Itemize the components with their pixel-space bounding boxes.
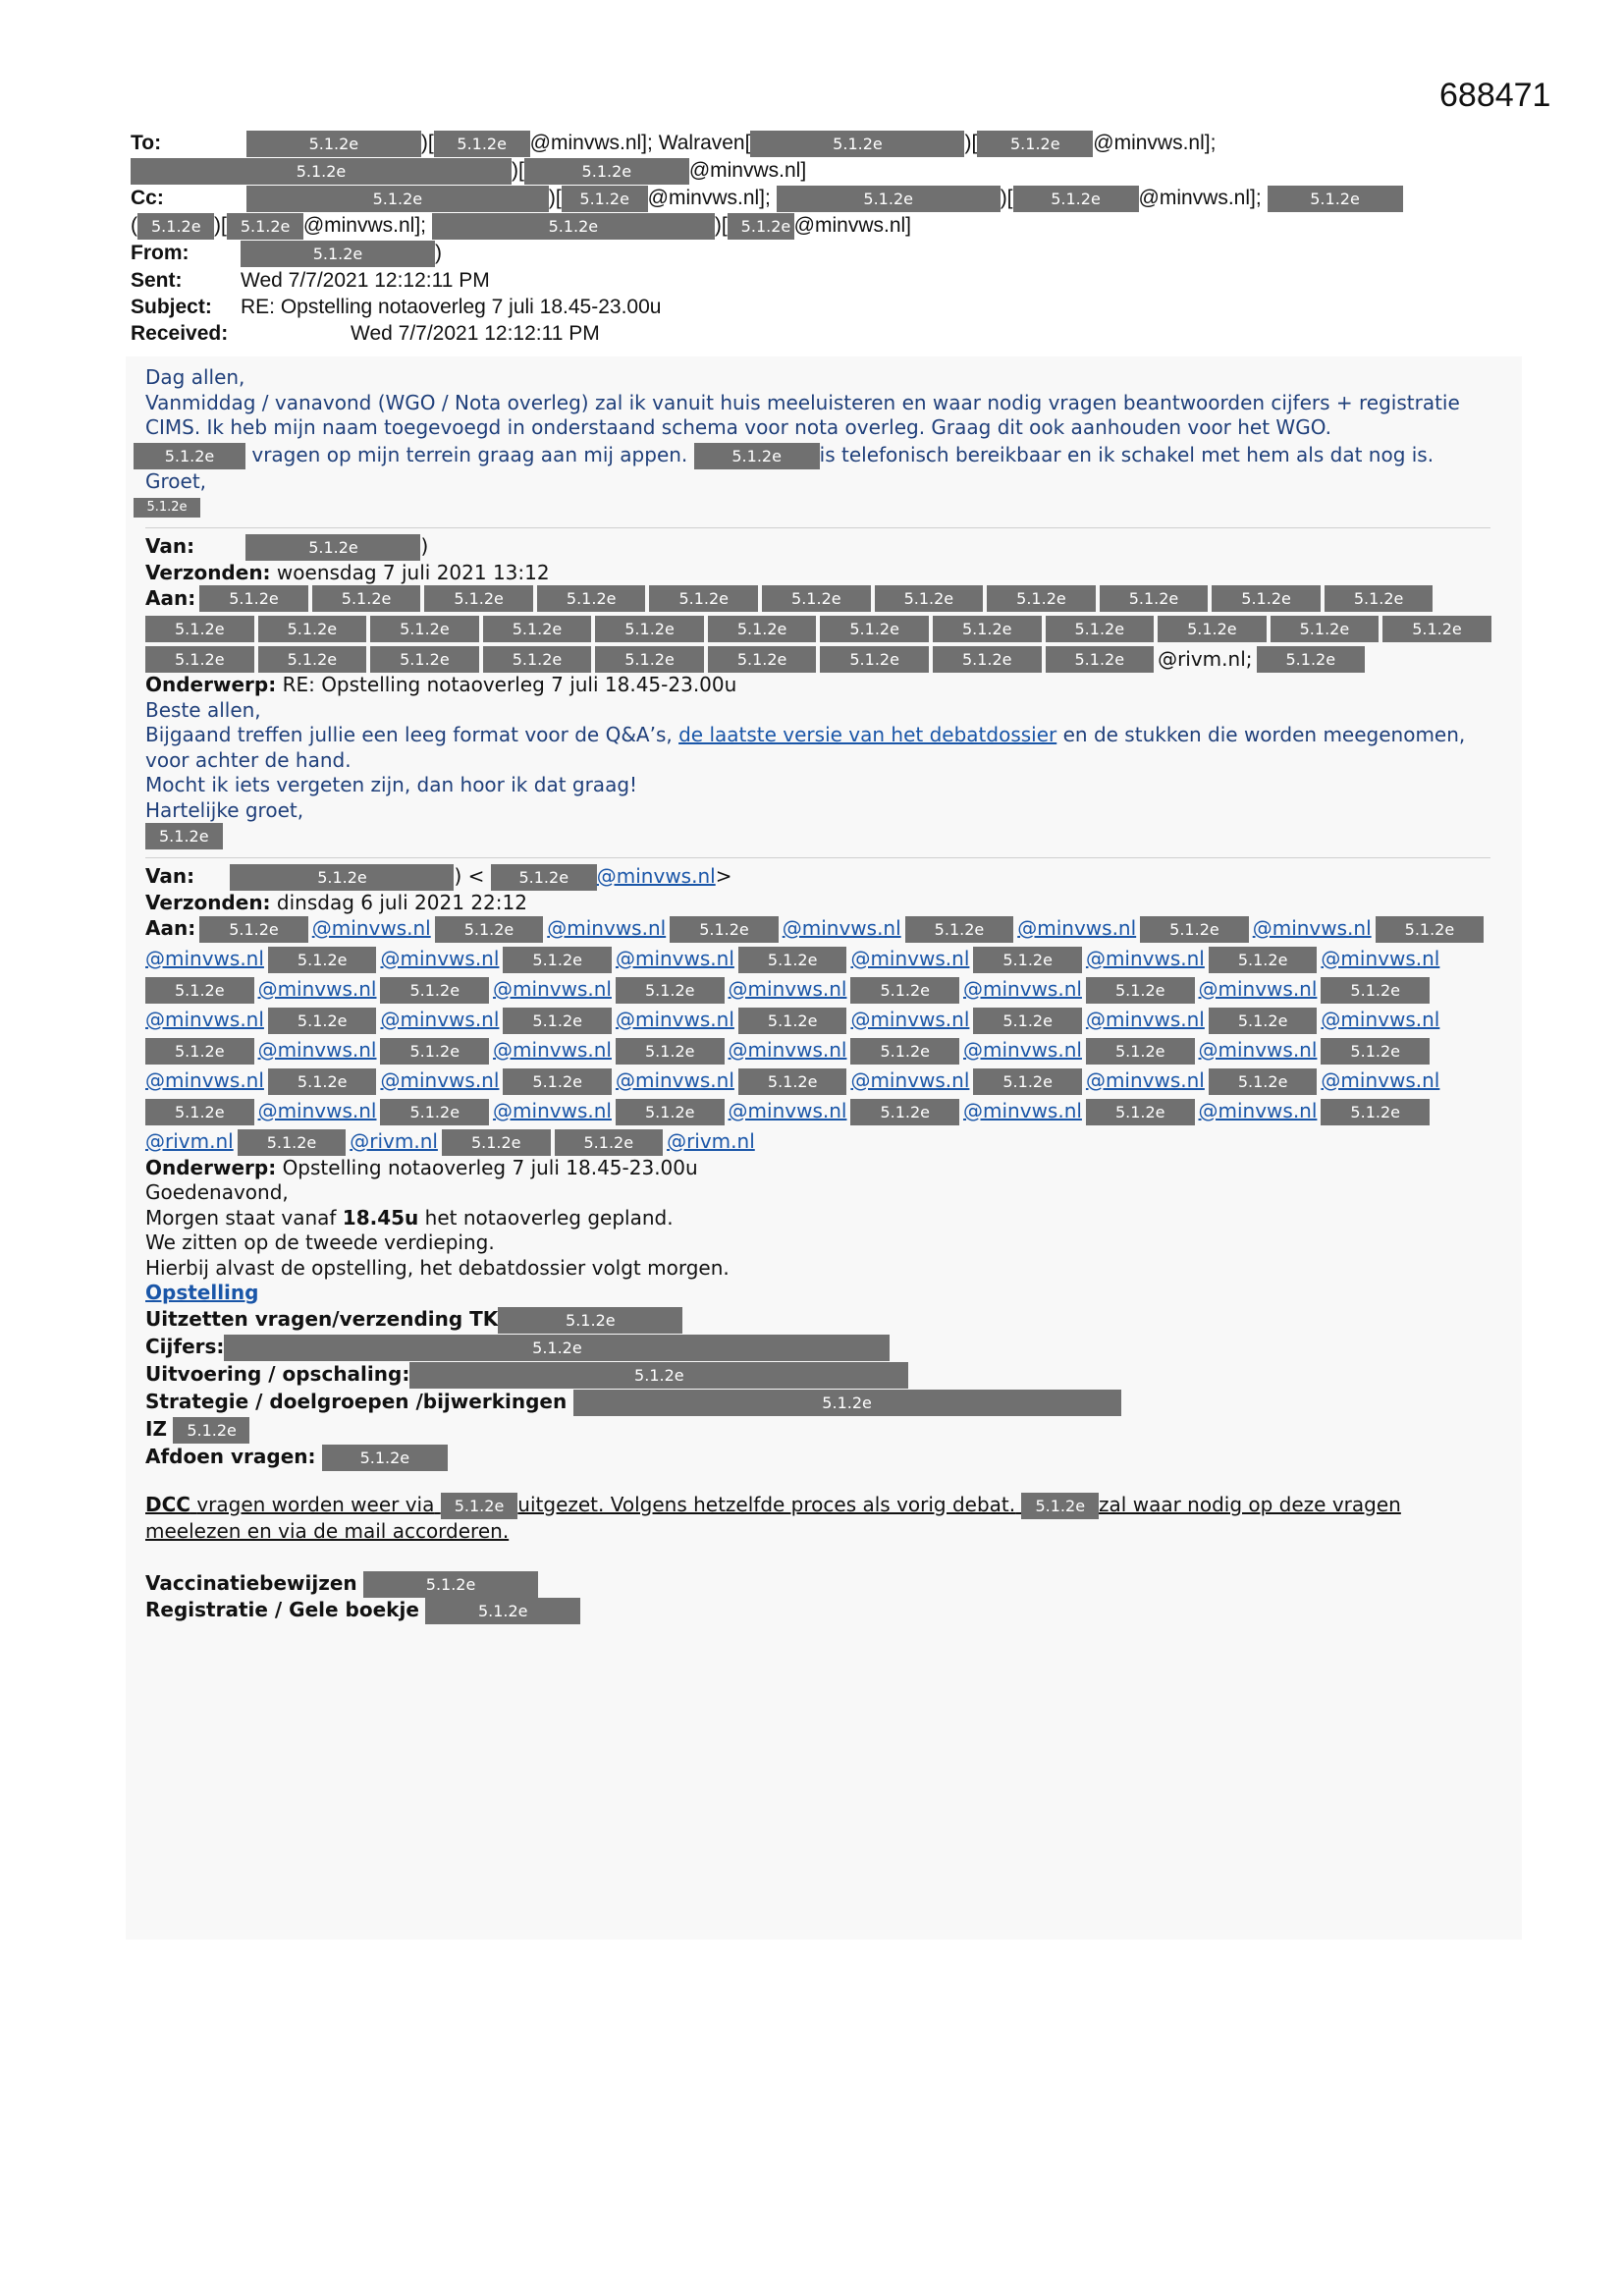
redaction: 5.1.2e — [145, 823, 223, 849]
email-link[interactable]: @minvws.nl — [1321, 1068, 1440, 1093]
email-domain: @minvws.nl]; — [1138, 186, 1262, 209]
redaction: 5.1.2e — [708, 616, 817, 642]
role-row — [145, 1306, 1500, 1334]
paragraph: Vanmiddag / vanavond (WGO / Nota overleg) zal ik vanuit huis meeluisteren en waar nodig vragen beantwoorden cijfers + registratie CIMS. Ik heb mijn naam toegevoegd in onderstaand schema voor nota overleg. Graag dit ook aanhouden voor het WGO. — [145, 390, 1460, 439]
redaction: 5.1.2e — [409, 1362, 908, 1389]
redaction: 5.1.2e — [230, 864, 454, 891]
redaction: 5.1.2e — [503, 1068, 612, 1095]
received-label: Received: — [131, 321, 229, 345]
redaction: 5.1.2e — [137, 213, 214, 240]
text: zal waar nodig op deze vragen meelezen en via de mail accorderen. — [145, 1492, 1401, 1543]
redaction: 5.1.2e — [875, 585, 984, 612]
email-link[interactable]: @minvws.nl — [493, 977, 612, 1002]
text: vragen op mijn terrein graag aan mij appen. — [251, 442, 688, 466]
redaction: 5.1.2e — [370, 616, 479, 642]
redaction: 5.1.2e — [1021, 1493, 1099, 1519]
to-line: To: 5.1.2e )[ 5.1.2e @minvws.nl]; Walraven[ 5.1.2e )[ 5.1.2e @minvws.nl]; — [131, 130, 1486, 157]
email-link[interactable]: @minvws.nl — [1085, 947, 1205, 971]
redaction: 5.1.2e — [363, 1571, 538, 1598]
opstelling-list — [145, 1306, 1500, 1471]
email-domain: @minvws.nl]; — [529, 132, 653, 154]
email-link[interactable]: @minvws.nl — [145, 947, 264, 971]
redaction: 5.1.2e — [145, 616, 254, 642]
redaction: 5.1.2e — [498, 1307, 682, 1334]
closing: Hartelijke groet, — [145, 797, 304, 822]
redaction: 5.1.2e — [227, 213, 303, 240]
redaction: 5.1.2e — [145, 646, 254, 673]
redaction: 5.1.2e — [425, 1598, 580, 1624]
redaction: 5.1.2e — [1271, 616, 1380, 642]
redaction: 5.1.2e — [708, 646, 817, 673]
redaction: 5.1.2e — [503, 947, 612, 973]
redaction: 5.1.2e — [850, 1099, 959, 1125]
email-link[interactable]: @minvws.nl — [1198, 1099, 1318, 1123]
email-link[interactable]: @minvws.nl — [963, 1099, 1082, 1123]
text: uitgezet. Volgens hetzelfde proces als vorig debat. — [517, 1492, 1016, 1516]
onderwerp-label: Onderwerp: — [145, 673, 277, 696]
email-link[interactable]: @minvws.nl — [257, 1099, 377, 1123]
email-link[interactable]: @minvws.nl — [963, 977, 1082, 1002]
opstelling-link-row — [145, 1281, 1500, 1306]
redaction: 5.1.2e — [1046, 646, 1155, 673]
message-1 — [145, 365, 1500, 519]
line-3: Hierbij alvast de opstelling, het debatdossier volgt morgen. — [145, 1255, 730, 1280]
redaction: 5.1.2e — [173, 1417, 249, 1444]
onderwerp-value: RE: Opstelling notaoverleg 7 juli 18.45-23.00u — [282, 673, 737, 696]
to-label: To: — [131, 132, 162, 154]
redaction: 5.1.2e — [145, 1099, 254, 1125]
sent-label: Sent: — [131, 268, 183, 292]
email-link[interactable]: @minvws.nl — [728, 977, 847, 1002]
verzonden-value: woensdag 7 juli 2021 13:12 — [276, 560, 550, 584]
email-link[interactable]: @minvws.nl — [728, 1099, 847, 1123]
redaction: 5.1.2e — [1212, 585, 1321, 612]
redaction: 5.1.2e — [370, 646, 479, 673]
redaction: 5.1.2e — [616, 1038, 725, 1065]
aan-label: Aan: — [145, 916, 196, 941]
redaction: 5.1.2e — [1086, 1038, 1195, 1065]
redaction: 5.1.2e — [595, 616, 704, 642]
redaction: 5.1.2e — [820, 616, 929, 642]
email-link[interactable]: @minvws.nl — [596, 864, 716, 888]
paragraph — [145, 723, 1500, 773]
email-link[interactable]: @minvws.nl — [615, 947, 734, 971]
redaction: 5.1.2e — [977, 131, 1093, 157]
role-row — [145, 1444, 1500, 1471]
redaction: 5.1.2e — [728, 213, 794, 240]
email-link[interactable]: @minvws.nl — [493, 1099, 612, 1123]
paragraph-2 — [145, 443, 1500, 469]
redaction: 5.1.2e — [1013, 186, 1139, 212]
email-domain: @minvws.nl]; — [302, 213, 426, 237]
redaction: 5.1.2e — [987, 585, 1096, 612]
subject-line — [131, 294, 1486, 320]
redaction: 5.1.2e — [820, 646, 929, 673]
redaction: 5.1.2e — [245, 534, 420, 561]
redaction: 5.1.2e — [1086, 977, 1195, 1004]
text: Bijgaand treffen jullie een leeg format voor de Q&A’s, — [145, 723, 673, 746]
redaction: 5.1.2e — [694, 443, 820, 469]
redaction: 5.1.2e — [1046, 616, 1155, 642]
received-value: Wed 7/7/2021 12:12:11 PM — [351, 321, 600, 345]
redaction: 5.1.2e — [750, 131, 964, 157]
email-link[interactable]: @minvws.nl — [850, 947, 970, 971]
redaction: 5.1.2e — [483, 646, 592, 673]
redaction: 5.1.2e — [562, 186, 648, 212]
time: 18.45u — [342, 1205, 419, 1230]
redaction: 5.1.2e — [1268, 186, 1403, 212]
redaction: 5.1.2e — [1140, 916, 1249, 943]
redaction: 5.1.2e — [524, 158, 689, 185]
email-link[interactable]: @minvws.nl — [380, 1008, 500, 1032]
redaction: 5.1.2e — [145, 977, 254, 1004]
email-domain: @rivm.nl; — [1158, 646, 1253, 671]
to-line-2: 5.1.2e )[ 5.1.2e @minvws.nl] — [131, 157, 1486, 185]
onderwerp-line — [145, 673, 1500, 698]
role-label: Registratie / Gele boekje — [145, 1598, 419, 1621]
email-domain: @minvws.nl]; — [647, 186, 771, 209]
redaction: 5.1.2e — [432, 213, 715, 240]
redaction: 5.1.2e — [738, 1068, 847, 1095]
email-link[interactable]: @minvws.nl — [1198, 977, 1318, 1002]
redaction: 5.1.2e — [380, 1038, 489, 1065]
redaction: 5.1.2e — [268, 947, 377, 973]
message-3 — [145, 864, 1500, 1624]
recipients-block — [145, 585, 1500, 673]
text: is telefonisch bereikbaar en ik schakel met hem als dat nog is. — [819, 442, 1435, 466]
redaction: 5.1.2e — [1321, 1038, 1430, 1065]
redaction: 5.1.2e — [1100, 585, 1209, 612]
role-label: Strategie / doelgroepen /bijwerkingen — [145, 1389, 568, 1413]
email-link[interactable]: @minvws.nl — [782, 916, 901, 941]
verzonden-line — [145, 561, 1500, 586]
redaction: 5.1.2e — [441, 1493, 518, 1519]
redaction: 5.1.2e — [850, 977, 959, 1004]
email-link[interactable]: @minvws.nl — [380, 1068, 500, 1093]
subject-value: RE: Opstelling notaoverleg 7 juli 18.45-23.00u — [241, 295, 662, 318]
redaction: 5.1.2e — [503, 1008, 612, 1034]
email-link[interactable]: @minvws.nl — [1252, 916, 1372, 941]
redaction: 5.1.2e — [199, 916, 308, 943]
aan-label: Aan: — [145, 585, 196, 610]
closing: Groet, — [145, 468, 207, 493]
redaction: 5.1.2e — [905, 916, 1014, 943]
email-link[interactable]: @minvws.nl — [1198, 1038, 1318, 1063]
redaction: 5.1.2e — [1325, 585, 1434, 612]
extra-roles — [145, 1571, 1500, 1624]
message-2-body — [145, 698, 1500, 850]
email-link[interactable]: @minvws.nl — [615, 1008, 734, 1032]
onderwerp-label: Onderwerp: — [145, 1155, 277, 1179]
redaction: 5.1.2e — [134, 443, 245, 469]
email-link[interactable]: @minvws.nl — [1321, 947, 1440, 971]
redaction: 5.1.2e — [1209, 1068, 1318, 1095]
email-link[interactable]: @minvws.nl — [615, 1068, 734, 1093]
text: vragen worden weer via — [196, 1492, 435, 1516]
redaction: 5.1.2e — [973, 947, 1082, 973]
email-link[interactable]: @minvws.nl — [1085, 1008, 1205, 1032]
redaction: 5.1.2e — [241, 241, 435, 267]
email-link[interactable]: @minvws.nl — [728, 1038, 847, 1063]
redaction: 5.1.2e — [442, 1129, 551, 1156]
text: het notaoverleg gepland. — [424, 1205, 674, 1230]
redaction: 5.1.2e — [224, 1335, 890, 1361]
redaction: 5.1.2e — [777, 186, 1001, 212]
redaction: 5.1.2e — [131, 158, 512, 185]
line-2: Mocht ik iets vergeten zijn, dan hoor ik dat graag! — [145, 773, 638, 796]
divider — [145, 857, 1490, 858]
email-domain: @minvws.nl]; — [1093, 132, 1217, 154]
email-header — [131, 130, 1486, 347]
redaction: 5.1.2e — [670, 916, 779, 943]
subject-label: Subject: — [131, 295, 212, 318]
email-link[interactable]: @minvws.nl — [380, 947, 500, 971]
cc-label: Cc: — [131, 186, 164, 209]
verzonden-line — [145, 891, 1500, 916]
redaction: 5.1.2e — [483, 616, 592, 642]
email-link[interactable]: @minvws.nl — [311, 916, 431, 941]
redaction: 5.1.2e — [258, 646, 367, 673]
verzonden-label: Verzonden: — [145, 560, 271, 584]
role-label: Uitvoering / opschaling: — [145, 1361, 410, 1386]
redaction: 5.1.2e — [850, 1038, 959, 1065]
redaction: 5.1.2e — [1376, 916, 1485, 943]
redaction: 5.1.2e — [145, 1038, 254, 1065]
document-number: 688471 — [1439, 77, 1551, 114]
line-2: We zitten op de tweede verdieping. — [145, 1230, 495, 1254]
email-link[interactable]: @rivm.nl — [667, 1129, 755, 1154]
redaction: 5.1.2e — [380, 1099, 489, 1125]
van-label: Van: — [145, 864, 195, 888]
redaction: 5.1.2e — [322, 1445, 448, 1471]
cc-line-2: ( 5.1.2e )[ 5.1.2e @minvws.nl]; 5.1.2e )[ 5.1.2e @minvws.nl] — [131, 212, 1486, 240]
redaction: 5.1.2e — [238, 1129, 347, 1156]
email-link[interactable]: @minvws.nl — [257, 1038, 377, 1063]
redaction: 5.1.2e — [380, 977, 489, 1004]
divider — [145, 527, 1490, 528]
redaction: 5.1.2e — [1209, 1008, 1318, 1034]
redaction: 5.1.2e — [134, 498, 200, 518]
dcc-paragraph — [145, 1493, 1500, 1545]
email-domain: @minvws.nl] — [793, 213, 912, 237]
redaction: 5.1.2e — [616, 977, 725, 1004]
opstelling-link[interactable]: Opstelling — [145, 1281, 259, 1304]
email-link[interactable]: @rivm.nl — [145, 1129, 234, 1154]
redaction: 5.1.2e — [258, 616, 367, 642]
redaction: 5.1.2e — [424, 585, 533, 612]
redaction: 5.1.2e — [933, 616, 1042, 642]
role-row — [145, 1416, 1500, 1444]
redaction: 5.1.2e — [738, 947, 847, 973]
email-link[interactable]: @minvws.nl — [850, 1068, 970, 1093]
redaction: 5.1.2e — [573, 1390, 1121, 1416]
role-label: Uitzetten vragen/verzending TK — [145, 1306, 499, 1331]
redaction: 5.1.2e — [1321, 977, 1430, 1004]
onderwerp-line — [145, 1156, 1500, 1181]
redaction: 5.1.2e — [1209, 947, 1318, 973]
verzonden-value: dinsdag 6 juli 2021 22:12 — [276, 891, 527, 914]
redaction: 5.1.2e — [973, 1068, 1082, 1095]
role-row — [145, 1389, 1500, 1416]
dcc-label: DCC — [145, 1492, 190, 1516]
email-body — [145, 365, 1500, 1624]
redaction: 5.1.2e — [649, 585, 758, 612]
role-row — [145, 1571, 1500, 1598]
email-link[interactable]: @minvws.nl — [145, 1008, 264, 1032]
greeting: Dag allen, — [145, 365, 245, 389]
redaction: 5.1.2e — [1382, 616, 1491, 642]
sent-line — [131, 267, 1486, 294]
email-link[interactable]: @minvws.nl — [963, 1038, 1082, 1063]
email-link[interactable]: @minvws.nl — [1321, 1008, 1440, 1032]
verzonden-label: Verzonden: — [145, 891, 271, 914]
sent-value: Wed 7/7/2021 12:12:11 PM — [241, 268, 490, 292]
greeting: Beste allen, — [145, 697, 261, 722]
from-line: From: 5.1.2e ) — [131, 240, 1486, 267]
role-label: Cijfers: — [145, 1334, 225, 1358]
redaction: 5.1.2e — [1321, 1099, 1430, 1125]
line-1 — [145, 1206, 1500, 1231]
redaction: 5.1.2e — [435, 916, 544, 943]
redaction: 5.1.2e — [1158, 616, 1267, 642]
from-label: From: — [131, 241, 189, 264]
received-line — [131, 320, 1486, 347]
redaction: 5.1.2e — [933, 646, 1042, 673]
redaction: 5.1.2e — [246, 186, 549, 212]
email-link[interactable]: @minvws.nl — [257, 977, 377, 1002]
redaction: 5.1.2e — [491, 864, 597, 891]
recipient-name: Walraven[ — [658, 132, 751, 154]
email-link[interactable]: @minvws.nl — [493, 1038, 612, 1063]
redaction: 5.1.2e — [738, 1008, 847, 1034]
redaction: 5.1.2e — [312, 585, 421, 612]
redaction: 5.1.2e — [1086, 1099, 1195, 1125]
email-link[interactable]: @minvws.nl — [850, 1008, 970, 1032]
redaction: 5.1.2e — [199, 585, 308, 612]
redaction: 5.1.2e — [762, 585, 871, 612]
redaction: 5.1.2e — [434, 131, 530, 157]
text: en de stukken die worden meegenomen, voor achter de hand. — [145, 723, 1466, 772]
redaction: 5.1.2e — [268, 1008, 377, 1034]
redaction: 5.1.2e — [595, 646, 704, 673]
role-label: IZ — [145, 1416, 167, 1441]
redaction: 5.1.2e — [268, 1068, 377, 1095]
email-link[interactable]: @minvws.nl — [1017, 916, 1137, 941]
redaction: 5.1.2e — [537, 585, 646, 612]
role-label: Afdoen vragen: — [145, 1444, 316, 1468]
redaction: 5.1.2e — [616, 1099, 725, 1125]
redaction: 5.1.2e — [1257, 646, 1366, 673]
recipients-block — [145, 916, 1500, 1156]
greeting: Goedenavond, — [145, 1180, 289, 1204]
message-2 — [145, 534, 1500, 850]
cc-line: Cc: 5.1.2e )[ 5.1.2e @minvws.nl]; 5.1.2e )[ 5.1.2e @minvws.nl]; 5.1.2e — [131, 185, 1486, 212]
email-domain: @minvws.nl] — [688, 158, 807, 182]
email-link[interactable]: @minvws.nl — [547, 916, 667, 941]
redaction: 5.1.2e — [246, 131, 421, 157]
text: Morgen staat vanaf — [145, 1205, 337, 1230]
role-label: Vaccinatiebewijzen — [145, 1571, 357, 1595]
debatdossier-link[interactable]: de laatste versie van het debatdossier — [678, 723, 1057, 746]
redaction: 5.1.2e — [973, 1008, 1082, 1034]
email-link[interactable]: @minvws.nl — [145, 1068, 264, 1093]
van-line: Van: 5.1.2e ) — [145, 534, 1500, 561]
onderwerp-value: Opstelling notaoverleg 7 juli 18.45-23.00u — [282, 1155, 698, 1179]
van-label: Van: — [145, 533, 195, 558]
email-link[interactable]: @rivm.nl — [350, 1129, 438, 1154]
van-line: Van: 5.1.2e ) < 5.1.2e @minvws.nl> — [145, 864, 1500, 891]
redaction: 5.1.2e — [555, 1129, 664, 1156]
email-link[interactable]: @minvws.nl — [1085, 1068, 1205, 1093]
role-row — [145, 1598, 1500, 1624]
role-row — [145, 1361, 1500, 1389]
role-row — [145, 1334, 1500, 1361]
